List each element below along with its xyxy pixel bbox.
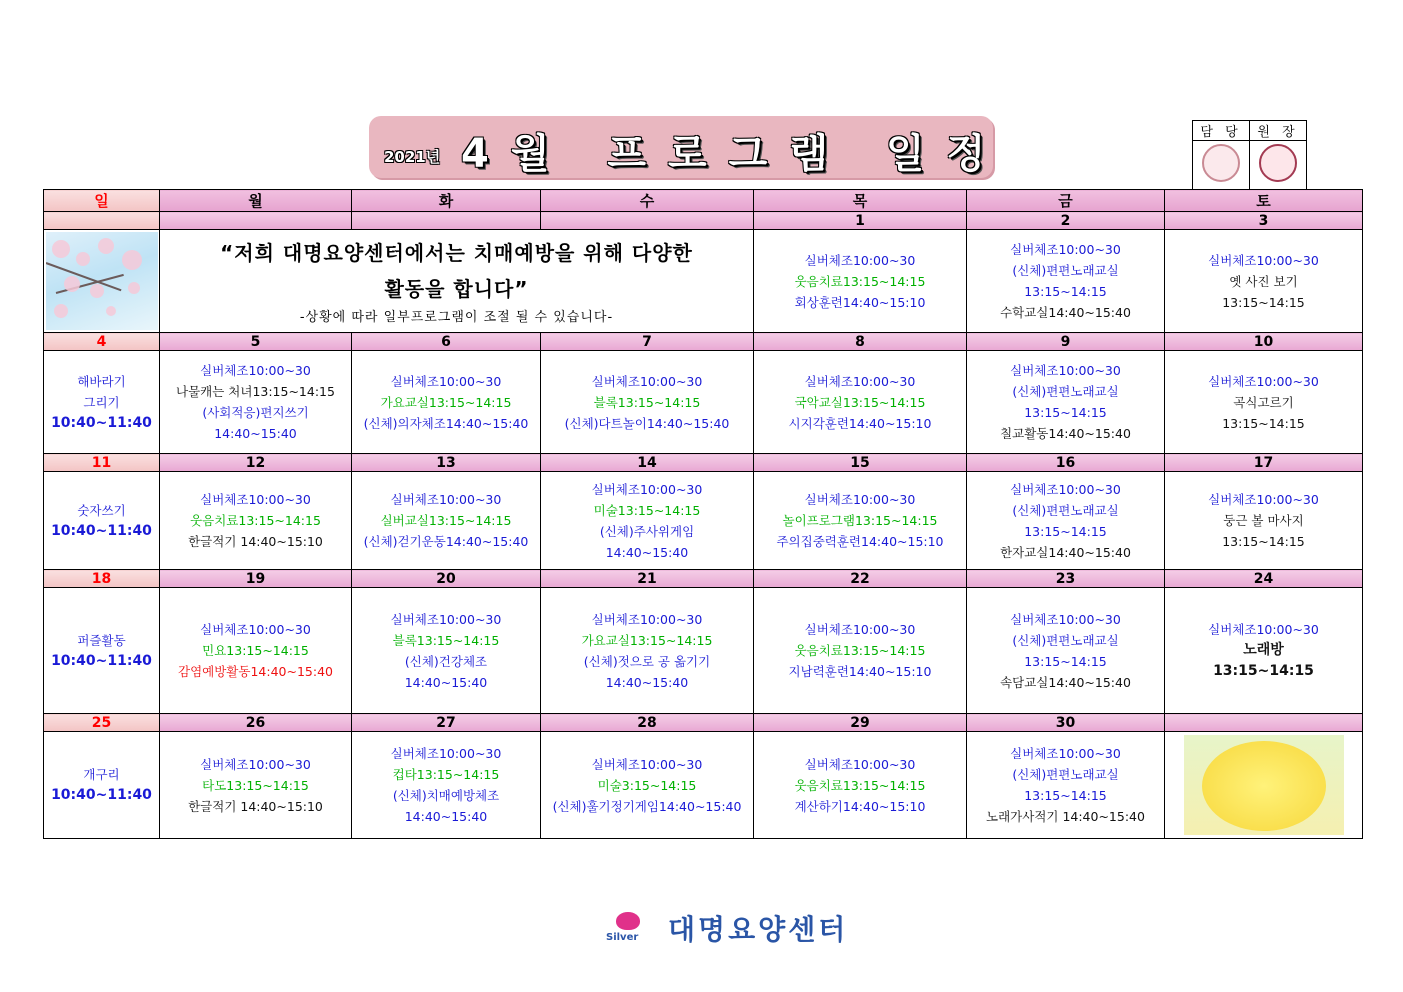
schedule-item: 웃음치료13:15~14:15 — [190, 513, 321, 528]
day-schedule-tue — [352, 472, 541, 570]
schedule-item: 해바라기 — [77, 373, 126, 389]
schedule-item: 미술13:15~14:15 — [593, 502, 701, 518]
schedule-item: 가요교실13:15~14:15 — [380, 394, 512, 410]
calendar-table — [43, 189, 1363, 839]
logo-text: Silver — [606, 932, 639, 943]
date-cell: 8 — [754, 333, 967, 351]
schedule-item: 실버체조10:00~30 — [200, 622, 311, 637]
schedule-item: 노래가사적기 14:40~15:40 — [986, 809, 1145, 824]
schedule-item: 나물캐는 처녀13:15~14:15 — [176, 384, 335, 399]
schedule-item: (신체)편편노래교실 — [1012, 632, 1119, 648]
notice-cell — [160, 230, 754, 333]
weekday-wed: 수 — [541, 190, 754, 212]
notice-main-line1: “저희 대명요양센터에서는 치매예방을 위해 다양한 — [220, 240, 693, 265]
day-schedule-wed — [541, 588, 754, 714]
flower-icon — [616, 912, 640, 930]
schedule-item: 실버체조10:00~30 — [390, 373, 502, 389]
schedule-item: 한글적기 14:40~15:10 — [188, 534, 323, 549]
schedule-item: 실버체조10:00~30 — [804, 756, 916, 772]
date-cell: 24 — [1165, 570, 1363, 588]
weekday-mon: 월 — [160, 190, 352, 212]
date-cell: 6 — [352, 333, 541, 351]
day-schedule-sun — [44, 472, 160, 570]
schedule-item: 블록13:15~14:15 — [392, 632, 500, 648]
schedule-item: 10:40~11:40 — [51, 414, 152, 431]
schedule-item: (신체)의자체조14:40~15:40 — [363, 415, 529, 431]
date-row — [44, 212, 1363, 230]
schedule-item: 시지각훈련14:40~15:10 — [788, 415, 932, 431]
schedule-item: 14:40~15:40 — [404, 674, 488, 690]
schedule-item: 민요13:15~14:15 — [202, 643, 309, 658]
schedule-item: 실버체조10:00~30 — [1208, 373, 1319, 389]
schedule-item: 주의집중력훈련14:40~15:10 — [776, 534, 944, 549]
schedule-item: (신체)편편노래교실 — [1012, 384, 1119, 399]
date-cell: 9 — [967, 333, 1165, 351]
schedule-item: 수학교실14:40~15:40 — [1000, 305, 1131, 320]
schedule-item: 실버체조10:00~30 — [804, 373, 916, 389]
date-cell: 15 — [754, 454, 967, 472]
date-cell: 2 — [967, 212, 1165, 230]
schedule-item: 13:15~14:15 — [1222, 415, 1305, 431]
schedule-item: 그리기 — [83, 394, 120, 410]
schedule-item: 14:40~15:40 — [605, 674, 689, 690]
blossom-image-cell — [44, 230, 160, 333]
center-name: 대명요양센터 — [668, 913, 849, 946]
day-schedule-sat — [1165, 351, 1363, 454]
day-schedule-fri — [967, 351, 1165, 454]
day-schedule-tue — [352, 351, 541, 454]
schedule-item: 10:40~11:40 — [51, 522, 152, 539]
schedule-item: (신체)훌기정기게임14:40~15:40 — [552, 798, 742, 814]
day-schedule-fri — [967, 230, 1165, 333]
schedule-item: 숫자쓰기 — [77, 502, 126, 518]
seal-stamp-icon — [1259, 144, 1297, 182]
date-cell: 16 — [967, 454, 1165, 472]
schedule-item: 가요교실13:15~14:15 — [581, 632, 713, 648]
schedule-item: 실버체조10:00~30 — [390, 611, 502, 627]
day-schedule-mon — [160, 472, 352, 570]
date-cell: 25 — [44, 714, 160, 732]
schedule-item: 실버체조10:00~30 — [804, 252, 916, 268]
date-cell: 5 — [160, 333, 352, 351]
schedule-item: 13:15~14:15 — [1024, 653, 1107, 669]
approval-header-director: 원 장 — [1250, 121, 1307, 141]
schedule-item: 계산하기14:40~15:10 — [794, 798, 926, 814]
schedule-item: 실버체조10:00~30 — [1010, 242, 1121, 257]
schedule-item: (신체)주사위게임 — [599, 523, 695, 539]
approval-box — [1192, 120, 1307, 190]
date-cell: 23 — [967, 570, 1165, 588]
seal-stamp-icon — [1202, 144, 1240, 182]
day-schedule-thu — [754, 732, 967, 839]
weekday-tue: 화 — [352, 190, 541, 212]
schedule-item: 실버체조10:00~30 — [1208, 492, 1319, 507]
schedule-row — [44, 732, 1363, 839]
schedule-item: 실버체조10:00~30 — [1208, 622, 1319, 637]
day-schedule-sun — [44, 588, 160, 714]
sunshine-image-cell — [1165, 732, 1363, 839]
schedule-item: 둥근 볼 마사지 — [1223, 513, 1304, 528]
schedule-item: 타도13:15~14:15 — [202, 777, 309, 793]
weekday-thu: 목 — [754, 190, 967, 212]
schedule-item: 실버교실13:15~14:15 — [380, 513, 512, 528]
schedule-item: 웃음치료13:15~14:15 — [794, 777, 926, 793]
schedule-item: 블록13:15~14:15 — [593, 394, 701, 410]
schedule-item: 13:15~14:15 — [1222, 294, 1305, 310]
schedule-item: (신체)편편노래교실 — [1012, 767, 1119, 782]
schedule-item: 13:15~14:15 — [1024, 523, 1107, 539]
schedule-item: (신체)편편노래교실 — [1012, 502, 1119, 518]
date-cell: 18 — [44, 570, 160, 588]
title-banner — [369, 116, 1008, 178]
schedule-item: 10:40~11:40 — [51, 787, 152, 803]
day-schedule-fri — [967, 472, 1165, 570]
date-cell: 29 — [754, 714, 967, 732]
day-schedule-tue — [352, 588, 541, 714]
schedule-item: 실버체조10:00~30 — [591, 756, 703, 772]
schedule-item: 실버체조10:00~30 — [1010, 746, 1121, 761]
date-cell — [541, 212, 754, 230]
schedule-item: 옛 사진 보기 — [1229, 273, 1298, 289]
schedule-item: 노래방 — [1243, 642, 1284, 658]
staff-seal — [1193, 141, 1250, 190]
schedule-item: 놀이프로그램13:15~14:15 — [782, 513, 938, 528]
schedule-item: 실버체조10:00~30 — [1010, 363, 1121, 378]
schedule-item: 실버체조10:00~30 — [390, 746, 502, 761]
weekday-sun: 일 — [44, 190, 160, 212]
date-cell — [352, 212, 541, 230]
date-cell: 10 — [1165, 333, 1363, 351]
date-cell: 19 — [160, 570, 352, 588]
schedule-item: 국악교실13:15~14:15 — [794, 394, 926, 410]
date-cell: 27 — [352, 714, 541, 732]
schedule-item: 14:40~15:40 — [214, 426, 297, 441]
day-schedule-sat — [1165, 230, 1363, 333]
schedule-row — [44, 588, 1363, 714]
schedule-item: 실버체조10:00~30 — [1010, 611, 1121, 627]
day-schedule-fri — [967, 732, 1165, 839]
schedule-item: 13:15~14:15 — [1024, 284, 1107, 299]
schedule-item: 곡식고르기 — [1233, 394, 1294, 410]
day-schedule-mon — [160, 351, 352, 454]
schedule-item: (신체)다트놀이14:40~15:40 — [564, 415, 730, 431]
date-row — [44, 454, 1363, 472]
schedule-item: 개구리 — [83, 767, 120, 782]
schedule-row — [44, 351, 1363, 454]
date-cell: 28 — [541, 714, 754, 732]
date-cell: 22 — [754, 570, 967, 588]
date-cell: 13 — [352, 454, 541, 472]
day-schedule-sat — [1165, 588, 1363, 714]
schedule-item: 회상훈련14:40~15:10 — [794, 294, 926, 310]
weekday-header-row — [44, 190, 1363, 212]
schedule-item: 13:15~14:15 — [1213, 663, 1314, 679]
date-row — [44, 570, 1363, 588]
schedule-item: (사회적응)편지쓰기 — [202, 405, 309, 420]
date-cell — [160, 212, 352, 230]
notice-sub: -상황에 따라 일부프로그램이 조절 될 수 있습니다- — [299, 309, 614, 325]
director-seal — [1250, 141, 1307, 190]
date-cell: 7 — [541, 333, 754, 351]
schedule-item: 13:15~14:15 — [1024, 788, 1107, 803]
sunshine-image — [1184, 735, 1344, 835]
schedule-item: 컵타13:15~14:15 — [392, 767, 500, 782]
day-schedule-wed — [541, 732, 754, 839]
day-schedule-thu — [754, 351, 967, 454]
date-cell: 12 — [160, 454, 352, 472]
schedule-item: 실버체조10:00~30 — [591, 481, 703, 497]
schedule-item: 14:40~15:40 — [404, 809, 488, 824]
date-row — [44, 714, 1363, 732]
schedule-item: 실버체조10:00~30 — [591, 373, 703, 389]
schedule-item: 한자교실14:40~15:40 — [1000, 544, 1131, 560]
title-year: 2021년 — [384, 148, 441, 166]
schedule-item: 실버체조10:00~30 — [200, 492, 311, 507]
schedule-item: 10:40~11:40 — [51, 652, 152, 669]
schedule-item: 한글적기 14:40~15:10 — [188, 798, 323, 814]
schedule-item: 실버체조10:00~30 — [200, 756, 311, 772]
day-schedule-sat — [1165, 472, 1363, 570]
day-schedule-sun — [44, 732, 160, 839]
schedule-item: 웃음치료13:15~14:15 — [794, 273, 926, 289]
date-cell: 20 — [352, 570, 541, 588]
date-cell: 3 — [1165, 212, 1363, 230]
date-cell: 1 — [754, 212, 967, 230]
day-schedule-sun — [44, 351, 160, 454]
schedule-item: 웃음치료13:15~14:15 — [794, 643, 926, 658]
notice-main-line2: 활동을 합니다” — [384, 276, 529, 301]
schedule-item: 14:40~15:40 — [605, 544, 689, 560]
schedule-item: 13:15~14:15 — [1222, 534, 1305, 549]
schedule-item: (신체)치매예방체조 — [392, 788, 500, 803]
schedule-item: 퍼즐활동 — [77, 632, 126, 648]
date-row — [44, 333, 1363, 351]
date-cell: 11 — [44, 454, 160, 472]
day-schedule-fri — [967, 588, 1165, 714]
schedule-item: (신체)건강체조 — [404, 653, 488, 669]
date-cell: 21 — [541, 570, 754, 588]
schedule-item: (신체)걷기운동14:40~15:40 — [363, 534, 529, 549]
weekday-fri: 금 — [967, 190, 1165, 212]
silver-logo — [606, 912, 650, 944]
schedule-item: (신체)편편노래교실 — [1012, 263, 1119, 278]
approval-header-staff: 담 당 — [1193, 121, 1250, 141]
schedule-item: 실버체조10:00~30 — [200, 363, 311, 378]
schedule-item: (신체)젓으로 공 옮기기 — [583, 653, 711, 669]
date-cell: 4 — [44, 333, 160, 351]
date-cell — [44, 212, 160, 230]
day-schedule-thu — [754, 230, 967, 333]
schedule-item: 실버체조10:00~30 — [1010, 481, 1121, 497]
schedule-item: 감염예방활동14:40~15:40 — [178, 664, 333, 679]
schedule-item: 지남력훈련14:40~15:10 — [788, 664, 932, 679]
date-cell: 14 — [541, 454, 754, 472]
schedule-item: 실버체조10:00~30 — [804, 622, 916, 637]
day-schedule-tue — [352, 732, 541, 839]
schedule-item: 속담교실14:40~15:40 — [1000, 674, 1131, 690]
cherry-blossom-image — [46, 232, 158, 330]
day-schedule-mon — [160, 588, 352, 714]
schedule-item: 미술3:15~14:15 — [597, 777, 697, 793]
date-cell: 30 — [967, 714, 1165, 732]
day-schedule-mon — [160, 732, 352, 839]
schedule-item: 칠교활동14:40~15:40 — [1000, 426, 1131, 441]
date-cell — [1165, 714, 1363, 732]
day-schedule-thu — [754, 588, 967, 714]
day-schedule-wed — [541, 351, 754, 454]
day-schedule-thu — [754, 472, 967, 570]
date-cell: 17 — [1165, 454, 1363, 472]
weekday-sat: 토 — [1165, 190, 1363, 212]
schedule-row — [44, 472, 1363, 570]
schedule-item: 실버체조10:00~30 — [804, 492, 916, 507]
day-schedule-wed — [541, 472, 754, 570]
date-cell: 26 — [160, 714, 352, 732]
schedule-item: 실버체조10:00~30 — [390, 492, 502, 507]
schedule-item: 13:15~14:15 — [1024, 405, 1107, 420]
schedule-item: 실버체조10:00~30 — [1208, 252, 1319, 268]
schedule-row — [44, 230, 1363, 333]
page-title: 4월 프로그램 일정 — [461, 131, 1008, 177]
schedule-item: 실버체조10:00~30 — [591, 611, 703, 627]
